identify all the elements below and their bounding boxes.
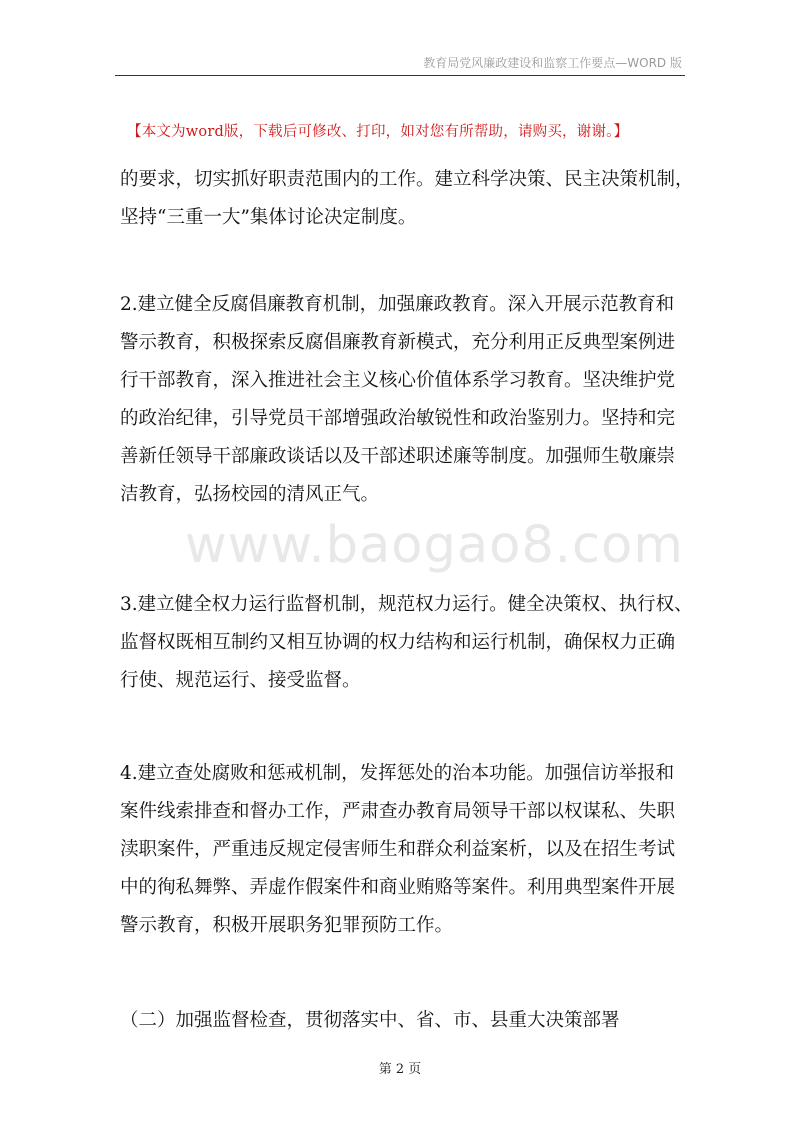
text-line: 监督权既相互制约又相互协调的权力结构和运行机制，确保权力正确	[120, 632, 676, 653]
text-line: 的要求，切实抓好职责范围内的工作。建立科学决策、民主决策机制，	[120, 169, 694, 190]
text-line: 案件线索排查和督办工作，严肃查办教育局领导干部以权谋私、失职	[120, 801, 676, 822]
page-number: 第 2 页	[378, 1062, 422, 1077]
text-line: 警示教育，积极探索反腐倡廉教育新模式，充分利用正反典型案例进	[120, 332, 676, 353]
text-line: 4.建立查处腐败和惩戒机制，发挥惩处的治本功能。加强信访举报和	[120, 763, 675, 784]
text-line: 3.建立健全权力运行监督机制，规范权力运行。健全决策权、执行权、	[120, 594, 693, 615]
header-divider	[115, 75, 685, 76]
running-header: 教育局党风廉政建设和监察工作要点—WORD 版	[423, 56, 682, 70]
text-line: 的政治纪律，引导党员干部增强政治敏锐性和政治鉴别力。坚持和完	[120, 408, 676, 429]
text-line: 洁教育，弘扬校园的清风正气。	[120, 484, 380, 505]
text-line: 行使、规范运行、接受监督。	[120, 670, 361, 691]
text-line: 2.建立健全反腐倡廉教育机制，加强廉政教育。深入开展示范教育和	[120, 294, 675, 315]
section-heading	[120, 1002, 688, 1040]
paragraph-item-3	[120, 586, 693, 700]
text-line: 善新任领导干部廉政谈话以及干部述职述廉等制度。加强师生敬廉崇	[120, 446, 676, 467]
text-line: 渎职案件，严重违反规定侵害师生和群众利益案析，以及在招生考试	[120, 839, 676, 860]
text-line: 中的徇私舞弊、弄虚作假案件和商业贿赂等案件。利用典型案件开展	[120, 877, 676, 898]
paragraph-item-2	[120, 286, 688, 514]
text-line: 警示教育，积极开展职务犯罪预防工作。	[120, 915, 454, 936]
text-line: 行干部教育，深入推进社会主义核心价值体系学习教育。坚决维护党	[120, 370, 676, 391]
text-line: （二）加强监督检查，贯彻落实中、省、市、县重大决策部署	[120, 1010, 620, 1031]
purchase-notice: 【本文为word版，下载后可修改、打印，如对您有所帮助，请购买，谢谢。】	[127, 124, 629, 140]
text-line: 坚持“三重一大”集体讨论决定制度。	[120, 207, 417, 228]
watermark: www.baogao8.com	[185, 516, 684, 575]
paragraph-item-4	[120, 755, 688, 945]
paragraph-continuation	[120, 161, 694, 237]
